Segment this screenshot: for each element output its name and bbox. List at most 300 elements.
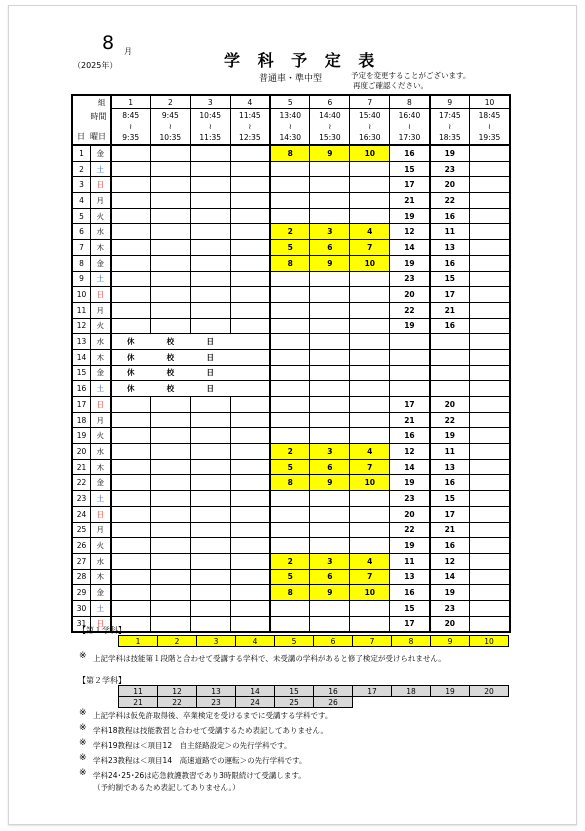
schedule-cell — [470, 585, 510, 601]
day-row — [73, 145, 510, 161]
period-number: 3 — [190, 96, 230, 109]
start-time: 11:45 — [239, 111, 261, 120]
schedule-cell — [150, 318, 190, 334]
end-time: 15:30 — [319, 133, 341, 142]
day-row — [73, 177, 510, 193]
end-time: 11:35 — [199, 133, 222, 142]
schedule-cell — [230, 381, 270, 397]
schedule-cell: 16 — [430, 475, 470, 491]
day-row — [73, 271, 510, 287]
weekday: 木 — [91, 459, 111, 475]
day-row — [73, 161, 510, 177]
schedule-cell — [230, 318, 270, 334]
note-mark: ※ — [79, 753, 87, 763]
schedule-cell: 15 — [430, 271, 470, 287]
schedule-cell — [470, 318, 510, 334]
schedule-cell: 8 — [270, 475, 310, 491]
weekday: 水 — [91, 553, 111, 569]
schedule-cell — [310, 302, 350, 318]
schedule-cell — [150, 177, 190, 193]
schedule-cell: 8 — [270, 255, 310, 271]
schedule-cell — [230, 224, 270, 240]
schedule-cell — [270, 381, 310, 397]
schedule-cell — [111, 475, 151, 491]
schedule-cell — [190, 145, 230, 161]
weekday: 木 — [91, 349, 111, 365]
weekday: 土 — [91, 161, 111, 177]
lesson-number: 19 — [431, 686, 470, 697]
day-number: 20 — [73, 444, 91, 460]
schedule-cell — [350, 271, 390, 287]
schedule-cell — [150, 506, 190, 522]
schedule-cell — [190, 193, 230, 209]
schedule-cell — [350, 208, 390, 224]
schedule-cell — [111, 271, 151, 287]
schedule-cell: 2 — [270, 553, 310, 569]
schedule-cell — [150, 569, 190, 585]
period-time — [270, 109, 310, 146]
schedule-cell — [150, 428, 190, 444]
day-number: 23 — [73, 491, 91, 507]
day-row — [73, 444, 510, 460]
tilde-mark: ≀ — [168, 122, 172, 131]
schedule-cell: 9 — [310, 255, 350, 271]
schedule-cell: 21 — [430, 522, 470, 538]
schedule-cell — [270, 287, 310, 303]
schedule-cell — [111, 585, 151, 601]
day-number: 24 — [73, 506, 91, 522]
day-row — [73, 553, 510, 569]
schedule-table — [72, 95, 510, 632]
day-row — [73, 349, 510, 365]
schedule-cell: 20 — [430, 177, 470, 193]
schedule-cell — [230, 255, 270, 271]
schedule-cell — [470, 224, 510, 240]
section2-note: 学科24･25･26は応急救護教習であり3時限続けて受講します。 — [93, 771, 306, 780]
start-time: 10:45 — [199, 111, 222, 120]
schedule-cell — [310, 287, 350, 303]
schedule-cell — [150, 302, 190, 318]
schedule-cell: 休 — [111, 349, 151, 365]
lesson-number: 20 — [470, 686, 509, 697]
schedule-cell — [150, 475, 190, 491]
schedule-cell: 日 — [190, 349, 230, 365]
period-number: 7 — [350, 96, 390, 109]
schedule-cell: 休 — [111, 365, 151, 381]
schedule-cell — [310, 193, 350, 209]
schedule-cell: 16 — [430, 318, 470, 334]
weekday: 月 — [91, 522, 111, 538]
schedule-cell — [350, 365, 390, 381]
weekday: 土 — [91, 271, 111, 287]
schedule-cell — [270, 522, 310, 538]
schedule-cell — [190, 224, 230, 240]
start-time: 8:45 — [122, 111, 140, 120]
schedule-cell — [470, 444, 510, 460]
start-time: 15:40 — [358, 111, 381, 120]
schedule-cell — [150, 600, 190, 616]
schedule-cell: 4 — [350, 224, 390, 240]
schedule-cell — [230, 600, 270, 616]
lesson-number: 16 — [314, 686, 353, 697]
schedule-cell — [150, 412, 190, 428]
start-time: 18:45 — [478, 111, 501, 120]
schedule-cell — [470, 302, 510, 318]
schedule-cell — [150, 208, 190, 224]
schedule-cell: 20 — [430, 397, 470, 413]
schedule-cell — [350, 334, 390, 350]
schedule-cell: 17 — [430, 287, 470, 303]
weekday: 日 — [91, 616, 111, 632]
day-row — [73, 365, 510, 381]
schedule-cell — [310, 349, 350, 365]
schedule-cell — [111, 224, 151, 240]
schedule-cell — [111, 459, 151, 475]
section1-strip — [118, 635, 509, 647]
schedule-cell — [350, 381, 390, 397]
lesson-number: 4 — [236, 636, 275, 647]
day-row — [73, 193, 510, 209]
weekday: 月 — [91, 412, 111, 428]
schedule-cell: 10 — [350, 475, 390, 491]
section2-note: 学科19教程は＜項目12 自主経路設定＞の先行学科です。 — [93, 741, 292, 750]
section2-note: 学科18教程は技能教習と合わせて受講するため表記してありません。 — [93, 726, 328, 735]
schedule-cell: 10 — [350, 255, 390, 271]
schedule-cell — [230, 459, 270, 475]
schedule-cell: 17 — [430, 506, 470, 522]
day-number: 22 — [73, 475, 91, 491]
day-number: 3 — [73, 177, 91, 193]
schedule-cell — [111, 397, 151, 413]
schedule-cell: 23 — [430, 161, 470, 177]
schedule-cell — [470, 522, 510, 538]
weekday: 火 — [91, 318, 111, 334]
lesson-number: 3 — [197, 636, 236, 647]
schedule-cell — [150, 459, 190, 475]
schedule-cell: 5 — [270, 569, 310, 585]
schedule-cell — [150, 585, 190, 601]
day-number: 6 — [73, 224, 91, 240]
change-notice — [351, 71, 470, 91]
schedule-cell: 9 — [310, 475, 350, 491]
end-time: 16:30 — [358, 133, 381, 142]
year-label: （2025年） — [73, 61, 118, 70]
schedule-cell: 22 — [430, 412, 470, 428]
schedule-cell: 20 — [390, 506, 430, 522]
schedule-cell — [350, 616, 390, 632]
schedule-cell — [190, 616, 230, 632]
tilde-mark: ≀ — [208, 122, 212, 131]
schedule-cell — [190, 177, 230, 193]
schedule-cell — [111, 177, 151, 193]
month-unit: 月 — [124, 47, 132, 56]
time-header: 時間 — [90, 111, 107, 121]
lesson-number: 1 — [119, 636, 158, 647]
schedule-cell: 6 — [310, 240, 350, 256]
schedule-cell — [270, 491, 310, 507]
period-time — [230, 109, 270, 146]
schedule-cell — [111, 428, 151, 444]
day-number: 28 — [73, 569, 91, 585]
schedule-cell: 6 — [310, 569, 350, 585]
schedule-cell — [310, 271, 350, 287]
schedule-cell: 14 — [390, 240, 430, 256]
header-row-times — [73, 109, 510, 146]
weekday-header: 曜日 — [90, 132, 106, 141]
schedule-cell — [270, 428, 310, 444]
empty-cell — [392, 697, 431, 708]
day-number: 11 — [73, 302, 91, 318]
schedule-cell — [230, 161, 270, 177]
schedule-cell — [310, 506, 350, 522]
schedule-cell — [270, 193, 310, 209]
period-number: 6 — [310, 96, 350, 109]
schedule-cell — [230, 208, 270, 224]
schedule-cell — [310, 334, 350, 350]
day-row — [73, 585, 510, 601]
lesson-number: 23 — [197, 697, 236, 708]
schedule-cell — [230, 475, 270, 491]
schedule-cell — [470, 538, 510, 554]
schedule-cell — [470, 177, 510, 193]
day-row — [73, 569, 510, 585]
schedule-cell: 12 — [390, 444, 430, 460]
schedule-cell — [310, 318, 350, 334]
schedule-cell — [190, 412, 230, 428]
section1-note: 上記学科は技能第１段階と合わせて受講する学科で、未受講の学科があると修了検定が受けられません。 — [93, 654, 446, 663]
schedule-cell: 2 — [270, 224, 310, 240]
weekday: 日 — [91, 397, 111, 413]
end-time: 12:35 — [239, 133, 261, 142]
tilde-mark: ≀ — [248, 122, 252, 131]
schedule-cell: 5 — [270, 240, 310, 256]
schedule-cell: 日 — [190, 381, 230, 397]
schedule-cell — [111, 255, 151, 271]
weekday: 火 — [91, 208, 111, 224]
schedule-cell — [270, 334, 310, 350]
lesson-number: 18 — [392, 686, 431, 697]
schedule-cell — [230, 271, 270, 287]
schedule-cell — [111, 600, 151, 616]
schedule-cell: 校 — [150, 365, 190, 381]
schedule-cell — [190, 240, 230, 256]
schedule-cell — [470, 145, 510, 161]
schedule-cell — [230, 506, 270, 522]
schedule-cell — [230, 145, 270, 161]
schedule-cell — [310, 600, 350, 616]
schedule-cell — [111, 506, 151, 522]
schedule-cell — [111, 569, 151, 585]
schedule-cell: 21 — [390, 193, 430, 209]
schedule-cell — [111, 318, 151, 334]
day-row — [73, 538, 510, 554]
schedule-cell: 3 — [310, 224, 350, 240]
schedule-cell — [190, 302, 230, 318]
schedule-cell — [111, 522, 151, 538]
day-row — [73, 475, 510, 491]
schedule-cell — [230, 491, 270, 507]
schedule-cell — [350, 161, 390, 177]
end-time: 17:30 — [398, 133, 421, 142]
schedule-cell — [350, 302, 390, 318]
schedule-cell — [230, 569, 270, 585]
day-number: 18 — [73, 412, 91, 428]
schedule-cell: 21 — [390, 412, 430, 428]
day-row — [73, 287, 510, 303]
schedule-cell — [310, 616, 350, 632]
schedule-cell — [230, 334, 270, 350]
schedule-cell — [470, 287, 510, 303]
schedule-cell: 7 — [350, 569, 390, 585]
day-row — [73, 255, 510, 271]
schedule-cell — [111, 538, 151, 554]
schedule-cell: 20 — [390, 287, 430, 303]
schedule-cell: 16 — [430, 538, 470, 554]
schedule-cell — [111, 553, 151, 569]
schedule-cell — [190, 287, 230, 303]
schedule-cell: 日 — [190, 365, 230, 381]
schedule-cell — [470, 475, 510, 491]
schedule-cell — [350, 538, 390, 554]
schedule-cell — [350, 287, 390, 303]
schedule-cell: 23 — [390, 271, 430, 287]
day-number: 10 — [73, 287, 91, 303]
schedule-cell — [270, 349, 310, 365]
day-row — [73, 506, 510, 522]
schedule-cell: 9 — [310, 585, 350, 601]
change-notice-line-1: 予定を変更することがございます。 — [351, 71, 471, 80]
schedule-cell: 21 — [430, 302, 470, 318]
lesson-number: 7 — [353, 636, 392, 647]
period-number: 10 — [470, 96, 510, 109]
schedule-cell — [270, 600, 310, 616]
lesson-number: 21 — [119, 697, 158, 708]
day-row — [73, 616, 510, 632]
section2-note: （予約制であるため表記してありません。） — [93, 783, 240, 792]
weekday: 土 — [91, 381, 111, 397]
schedule-cell — [430, 334, 470, 350]
schedule-cell — [270, 412, 310, 428]
section1-row — [119, 636, 509, 647]
schedule-cell: 日 — [190, 334, 230, 350]
schedule-cell — [310, 412, 350, 428]
empty-cell — [431, 697, 470, 708]
schedule-cell — [111, 444, 151, 460]
schedule-cell: 19 — [430, 585, 470, 601]
start-time: 14:40 — [319, 111, 341, 120]
schedule-cell: 15 — [430, 491, 470, 507]
schedule-cell — [470, 271, 510, 287]
day-row — [73, 522, 510, 538]
schedule-cell — [270, 302, 310, 318]
schedule-cell — [470, 334, 510, 350]
schedule-cell — [350, 428, 390, 444]
schedule-cell — [230, 522, 270, 538]
schedule-cell — [190, 538, 230, 554]
schedule-cell — [470, 616, 510, 632]
schedule-cell — [150, 271, 190, 287]
schedule-cell — [230, 585, 270, 601]
schedule-cell — [470, 397, 510, 413]
tilde-mark: ≀ — [129, 122, 133, 131]
schedule-cell — [111, 302, 151, 318]
schedule-cell — [150, 522, 190, 538]
schedule-cell — [190, 491, 230, 507]
schedule-cell — [470, 428, 510, 444]
schedule-cell: 10 — [350, 145, 390, 161]
day-number: 4 — [73, 193, 91, 209]
schedule-cell — [190, 585, 230, 601]
schedule-cell: 16 — [390, 145, 430, 161]
schedule-cell — [350, 397, 390, 413]
schedule-cell: 12 — [390, 224, 430, 240]
schedule-cell — [111, 193, 151, 209]
schedule-cell — [150, 161, 190, 177]
schedule-cell: 休 — [111, 381, 151, 397]
schedule-cell — [470, 349, 510, 365]
lesson-number: 17 — [353, 686, 392, 697]
end-time: 19:35 — [478, 133, 501, 142]
weekday: 金 — [91, 255, 111, 271]
weekday: 水 — [91, 444, 111, 460]
schedule-cell — [111, 287, 151, 303]
schedule-cell — [230, 302, 270, 318]
schedule-cell: 4 — [350, 553, 390, 569]
weekday: 火 — [91, 428, 111, 444]
schedule-cell — [190, 255, 230, 271]
start-time: 13:40 — [279, 111, 302, 120]
schedule-cell — [190, 506, 230, 522]
section2-note: 上記学科は仮免許取得後、卒業検定を受けるまでに受講する学科です。 — [93, 711, 333, 720]
lesson-number: 22 — [158, 697, 197, 708]
day-number: 29 — [73, 585, 91, 601]
schedule-cell — [390, 349, 430, 365]
schedule-cell — [310, 491, 350, 507]
lesson-number: 5 — [275, 636, 314, 647]
day-row — [73, 240, 510, 256]
period-time — [310, 109, 350, 146]
schedule-cell — [470, 255, 510, 271]
schedule-cell — [310, 208, 350, 224]
note-mark: ※ — [79, 738, 87, 748]
schedule-cell — [350, 600, 390, 616]
weekday: 火 — [91, 538, 111, 554]
schedule-cell — [230, 240, 270, 256]
tilde-mark: ≀ — [288, 122, 292, 131]
day-row — [73, 491, 510, 507]
schedule-cell — [190, 569, 230, 585]
schedule-cell — [470, 491, 510, 507]
weekday: 金 — [91, 585, 111, 601]
day-number: 30 — [73, 600, 91, 616]
period-number: 2 — [150, 96, 190, 109]
lesson-number: 26 — [314, 697, 353, 708]
schedule-cell: 7 — [350, 459, 390, 475]
schedule-cell — [230, 616, 270, 632]
schedule-cell — [470, 553, 510, 569]
day-number: 9 — [73, 271, 91, 287]
schedule-cell — [470, 161, 510, 177]
schedule-cell — [350, 506, 390, 522]
schedule-cell: 校 — [150, 334, 190, 350]
change-notice-line-2: 再度ご確認ください。 — [353, 81, 428, 90]
lesson-number: 24 — [236, 697, 275, 708]
schedule-cell — [470, 381, 510, 397]
schedule-cell — [150, 287, 190, 303]
period-time — [350, 109, 390, 146]
schedule-cell — [430, 349, 470, 365]
schedule-cell — [230, 349, 270, 365]
